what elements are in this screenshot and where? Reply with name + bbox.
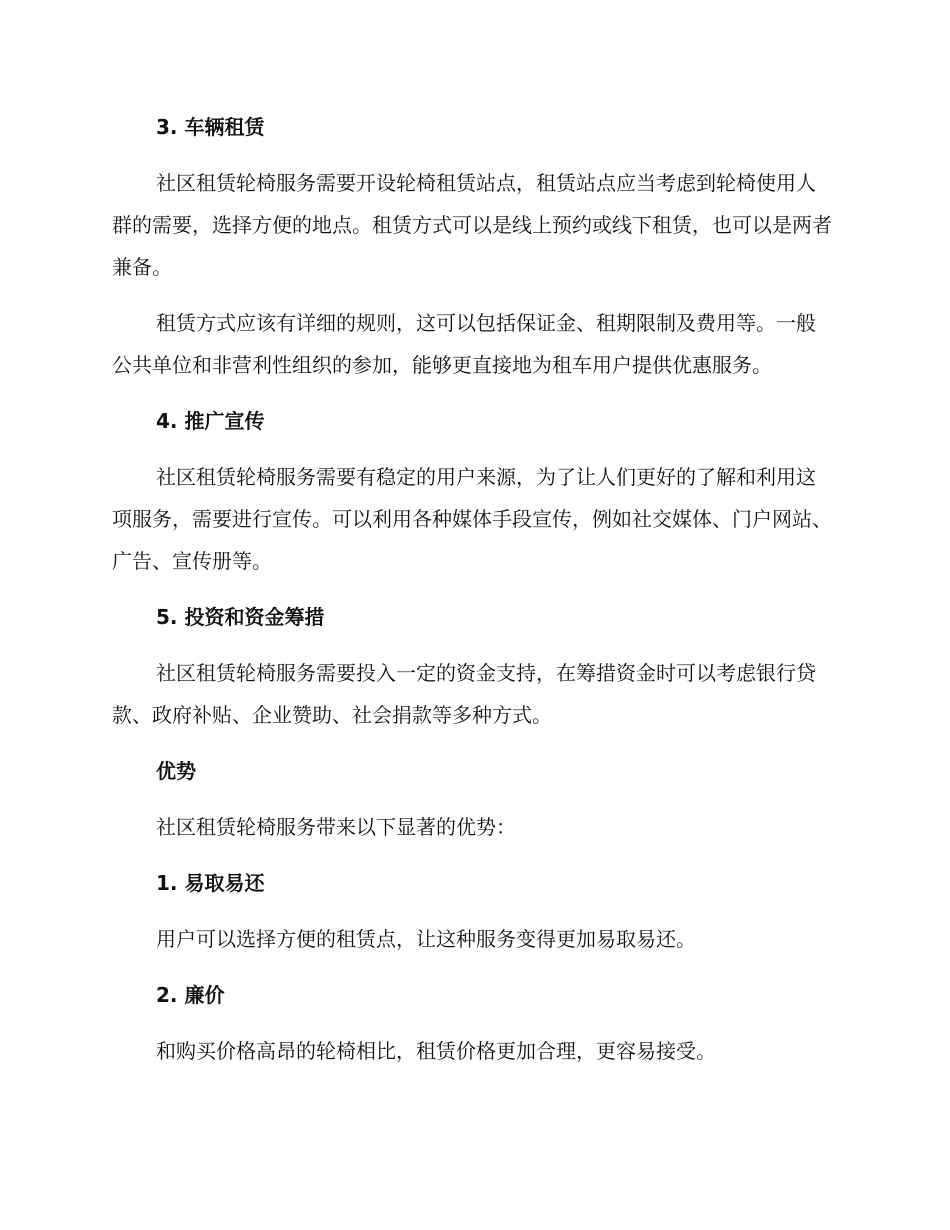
section-heading-vehicle-rental: 3. 车辆租赁 <box>156 115 265 139</box>
section-heading-promotion: 4. 推广宣传 <box>156 409 265 433</box>
paragraph-promotion: 社区租赁轮椅服务需要有稳定的用户来源，为了让人们更好的了解和利用这项服务，需要进行宣传。可以利用各种媒体手段宣传，例如社交媒体、门户网站、广告、宣传册等。 <box>112 465 832 573</box>
paragraph-advantages-intro: 社区租赁轮椅服务带来以下显著的优势： <box>156 815 516 839</box>
paragraph-low-cost: 和购买价格高昂的轮椅相比，租赁价格更加合理，更容易接受。 <box>156 1039 716 1063</box>
advantage-heading-easy-access: 1. 易取易还 <box>156 871 265 895</box>
document-page <box>112 106 832 1072</box>
section-heading-funding: 5. 投资和资金筹措 <box>156 605 325 629</box>
paragraph-rental-stations: 社区租赁轮椅服务需要开设轮椅租赁站点，租赁站点应当考虑到轮椅使用人群的需要，选择方便的地点。租赁方式可以是线上预约或线下租赁，也可以是两者兼备。 <box>112 171 832 279</box>
paragraph-funding: 社区租赁轮椅服务需要投入一定的资金支持，在筹措资金时可以考虑银行贷款、政府补贴、企业赞助、社会捐款等多种方式。 <box>112 661 816 727</box>
paragraph-rental-rules: 租赁方式应该有详细的规则，这可以包括保证金、租期限制及费用等。一般公共单位和非营利性组织的参加，能够更直接地为租车用户提供优惠服务。 <box>112 311 816 377</box>
advantage-heading-low-cost: 2. 廉价 <box>156 983 225 1007</box>
section-heading-advantages: 优势 <box>156 759 196 783</box>
paragraph-easy-access: 用户可以选择方便的租赁点，让这种服务变得更加易取易还。 <box>156 927 696 951</box>
